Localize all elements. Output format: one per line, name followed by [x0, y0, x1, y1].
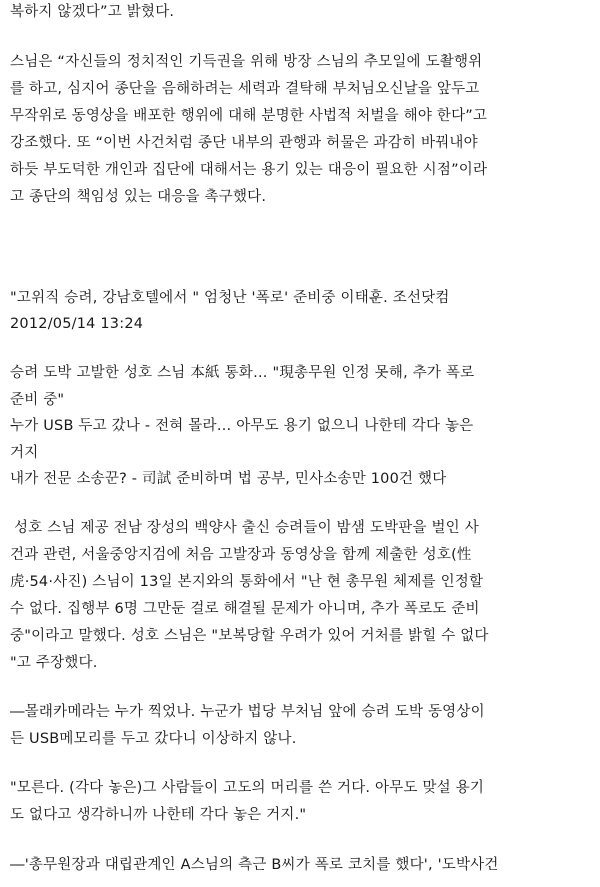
intro-line: 무작위로 동영상을 배포한 행위에 대해 분명한 사법적 처벌을 해야 한다”고 [10, 108, 488, 124]
body-line: 虎·54·사진) 스님이 13일 본지와의 통화에서 "난 현 총무원 체제를 인정할 [10, 574, 484, 590]
subhead-line: 내가 전문 소송꾼? - 司試 준비하며 법 공부, 민사소송만 100건 했다 [10, 471, 447, 487]
headline: "고위직 승려, 강남호텔에서 " 엄청난 '폭로' 준비중 이태훈. 조선닷컴 [10, 290, 450, 306]
answer-line: 도 없다고 생각하니까 나한테 각다 놓은 거지." [10, 807, 307, 823]
intro-line: 고 종단의 책임성 있는 대응을 촉구했다. [10, 189, 267, 205]
subhead-line: 누가 USB 두고 갔나 - 전혀 몰라… 아무도 용기 없으니 나한테 각다 놓은 [10, 418, 474, 434]
body-line: 수 없다. 집행부 6명 그만둔 걸로 해결될 문제가 아니며, 추가 폭로도 준비 [10, 601, 480, 617]
intro-line: 를 하고, 심지어 종단을 음해하려는 세력과 결탁해 부처님오신날을 앞두고 [10, 81, 480, 97]
answer-line: "모른다. (각다 놓은)그 사람들이 고도의 머리를 쓴 거다. 아무도 맞설 용기 [10, 780, 485, 796]
subhead-line: 준비 중" [10, 392, 65, 408]
intro-line: 스님은 “자신들의 정치적인 기득권을 위해 방장 스님의 추모일에 도촬행위 [10, 54, 483, 70]
question-line: ―'총무원장과 대립관계인 A스님의 측근 B씨가 폭로 코치를 했다', '도박사건 [10, 857, 499, 873]
subhead-line: 거지 [10, 445, 39, 461]
body-line: "고 주장했다. [10, 655, 98, 671]
intro-line: 복하지 않겠다”고 밝혔다. [10, 4, 175, 20]
subhead-line: 승려 도박 고발한 성호 스님 本紙 통화… "現총무원 인정 못해, 추가 폭로 [10, 365, 475, 381]
question-line: ―몰래카메라는 누가 찍었나. 누군가 법당 부처님 앞에 승려 도박 동영상이 [10, 704, 485, 720]
body-line: 성호 스님 제공 전남 장성의 백양사 출신 승려들이 밤샘 도박판을 벌인 사 [14, 520, 479, 536]
body-line: 건과 관련, 서울중앙지검에 처음 고발장과 동영상을 함께 제출한 성호(性 [10, 547, 472, 563]
question-line: 든 USB메모리를 두고 갔다니 이상하지 않나. [10, 731, 297, 747]
intro-line: 강조했다. 또 “이번 사건처럼 종단 내부의 관행과 허물은 과감히 바꿔내야 [10, 135, 478, 151]
intro-line: 하듯 부도덕한 개인과 집단에 대해서는 용기 있는 대응이 필요한 시점”이라 [10, 162, 488, 178]
dateline: 2012/05/14 13:24 [10, 316, 144, 332]
body-line: 중"이라고 말했다. 성호 스님은 "보복당할 우려가 있어 거처를 밝힐 수 없다 [10, 628, 489, 644]
